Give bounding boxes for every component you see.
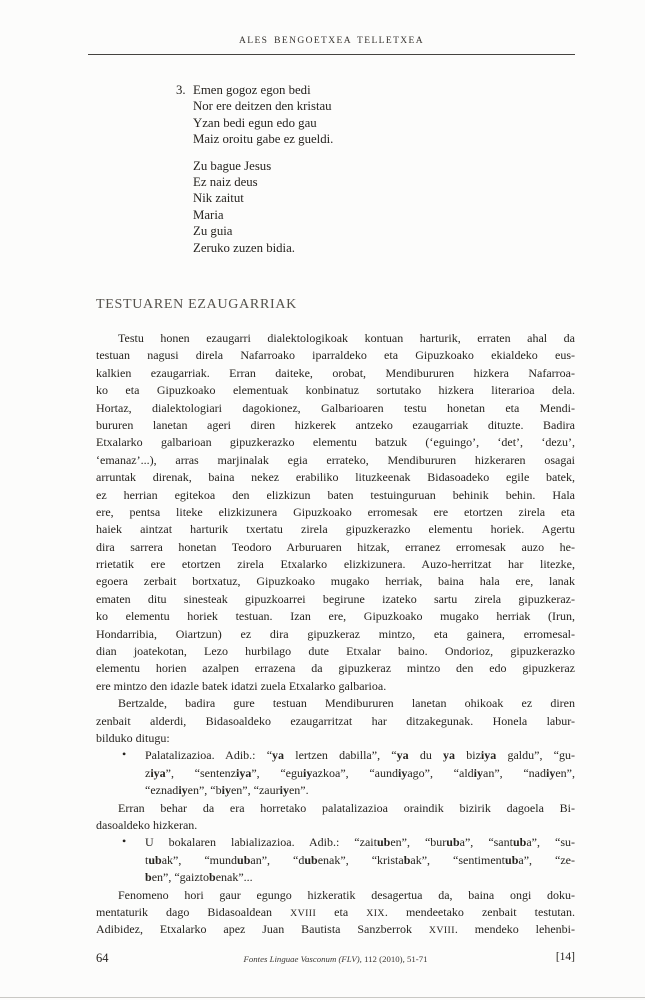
text-run: lertzen dabilla”, “	[284, 748, 397, 763]
text-run: en”.	[288, 783, 309, 798]
text-run: du	[408, 748, 444, 763]
text-run: enak”, “krista	[317, 852, 404, 867]
text-run: ago”, “ald	[407, 765, 474, 780]
text-run: U bokalaren labializazioa. Adib.: “zait	[145, 835, 377, 850]
bold-text: ya	[396, 748, 409, 763]
text-line	[96, 400, 575, 417]
text-run: rrietatik ere etortzen zirela Etxalarko elizkizunera. Auzo-herritzat har litezke,	[96, 557, 575, 572]
text-line	[96, 713, 575, 730]
bold-text: iy	[221, 783, 231, 798]
text-run: an”, “d	[250, 852, 305, 867]
text-run: elementu horien azalpen errazena da gipuzkeraz mintzo den edo gipuzkeraz	[96, 661, 575, 676]
bullet-item	[96, 747, 575, 799]
text-line	[96, 469, 575, 486]
text-line	[96, 573, 575, 590]
text-run: mentaturik dago Bidasoaldean	[96, 904, 291, 919]
text-run: ez herrian egitekoa den elizkizun baten testuinguruan behinik behin. Hala	[96, 487, 575, 502]
text-run: dian joatekotan, Lezo hurbilago dute Etxalar baino. Ondorioz, gipuzkerazko	[96, 644, 575, 659]
text-run: dasoaldeko hizkeran.	[96, 817, 198, 832]
poem-line: Zeruko zuzen bidia.	[193, 240, 295, 255]
text-run: Etxalarko galbarioan gipuzkerazko elementu batzuk (‘eguingo’, ‘det’, ‘dezu’,	[96, 435, 575, 450]
poem-line: Zu bague Jesus	[193, 158, 272, 173]
text-line	[145, 765, 575, 782]
text-run: haiek aintzat harturik txertatu zirela gipuzkerazko elementu horiek. Agertu	[96, 522, 575, 537]
text-run: azkoa”, “aund	[312, 765, 398, 780]
bold-text: iya	[150, 765, 166, 780]
bullet-marker: •	[122, 747, 127, 762]
bold-text: iy	[303, 765, 313, 780]
bracket-page-number: [14]	[555, 951, 575, 963]
text-run: biz	[455, 748, 481, 763]
text-run: bilduko ditugu:	[96, 730, 170, 745]
text-run: “eznad	[145, 783, 179, 798]
bold-text: ub	[237, 852, 251, 867]
text-line	[96, 660, 575, 677]
text-run: ko elementu horiek testuan. Izan ere, Gipuzkoako mugako herriak (Irun,	[96, 609, 575, 624]
text-line	[96, 730, 575, 747]
bullet-item	[96, 834, 575, 886]
text-run: kalkien ezaugarriak. Erran daiteke, orobat, Mendibururen hizkera Nafarroa-	[96, 365, 575, 380]
text-line	[96, 608, 575, 625]
text-run: Adibidez, Etxalarko apez Juan Bautista Sanzberrok	[96, 922, 429, 937]
bold-text: b	[209, 870, 216, 885]
bold-text: ub	[446, 835, 460, 850]
paragraph	[96, 887, 575, 939]
smallcaps-text: XVIII	[290, 907, 317, 919]
text-run: ak”, “mund	[161, 852, 238, 867]
text-line	[96, 556, 575, 573]
header-rule	[88, 54, 575, 55]
bold-text: ub	[148, 852, 162, 867]
poem-line: Ez naiz deus	[193, 175, 258, 190]
bold-text: iy	[178, 783, 188, 798]
text-run: zenbait alderdi, Bidasoaldeko ezaugarritzat har ditzakegunak. Honela labur-	[96, 713, 575, 728]
text-run: bururen lanetan ageri diren hizkerek antzeko ezaugarriak dituzte. Badira	[96, 417, 575, 432]
text-run: . mendeko lehenbi-	[454, 922, 575, 937]
text-line	[145, 747, 575, 764]
text-run: Palatalizazioa. Adib.: “	[145, 748, 273, 763]
bold-text: ub	[304, 852, 318, 867]
text-line	[96, 347, 575, 364]
paragraph	[96, 695, 575, 747]
text-line	[96, 452, 575, 469]
section-heading: TESTUAREN EZAUGARRIAK	[96, 297, 297, 312]
poem-line: Zu guia	[193, 224, 233, 239]
poem-stanza-2	[193, 158, 333, 256]
text-line	[145, 852, 575, 869]
bold-text: ub	[376, 835, 391, 850]
page-number: 64	[96, 951, 109, 965]
text-line	[96, 521, 575, 538]
poem-number: 3.	[176, 83, 186, 97]
bold-text: iy	[279, 783, 289, 798]
text-line	[96, 643, 575, 660]
text-run: ematen ditu sinesteak gipuzkoarrei begirune izateko sartu zirela gipuzkeraz-	[96, 591, 575, 606]
text-run: enak”...	[215, 870, 253, 885]
text-run: egoera zerbait bortxatuz, Gipuzkoako mugako herriak, baina hala ere, lanak	[96, 574, 575, 589]
text-line	[96, 365, 575, 382]
journal-title: Fontes Linguae Vasconum (FLV),	[243, 954, 362, 964]
text-line	[96, 887, 575, 904]
poem-line: Nik zaitut	[193, 191, 244, 206]
text-run: en”, “b	[187, 783, 222, 798]
text-run: Erran behar da era horretako palatalizazioa oraindik bizirik dagoela Bi-	[118, 800, 575, 815]
bold-text: iya	[236, 765, 252, 780]
text-run: z	[145, 765, 151, 780]
text-run: en”, “zaur	[230, 783, 280, 798]
poem-stanza-1	[193, 82, 333, 148]
text-run: ‘emanaz’...), arras marjinalak egia errateko, Mendibururen hizkeraren osagai	[96, 452, 575, 467]
text-run: en”, “gaizto	[151, 870, 209, 885]
page-bottom-edge	[0, 997, 645, 998]
text-run: t	[145, 852, 149, 867]
text-line	[96, 417, 575, 434]
text-line	[145, 782, 575, 799]
text-line	[96, 921, 575, 938]
text-run: ”, “sentenz	[165, 765, 236, 780]
poem-line: Maiz oroitu gabe ez gueldi.	[193, 132, 334, 147]
text-run: eta	[316, 904, 367, 919]
text-line	[145, 834, 575, 851]
text-line	[145, 869, 575, 886]
text-line	[96, 817, 575, 834]
poem	[176, 82, 334, 256]
bold-text: iya	[480, 748, 497, 763]
text-run: galdu”, “gu-	[496, 748, 575, 763]
text-line	[96, 678, 575, 695]
running-head: ALES BENGOETXEA TELLETXEA	[239, 36, 424, 46]
text-line	[96, 487, 575, 504]
text-run: a”, “sant	[459, 835, 513, 850]
text-line	[96, 539, 575, 556]
text-run: Testu honen ezaugarri dialektologikoak kontuan harturik, erraten ahal da	[118, 331, 575, 345]
journal-issue: 112 (2010), 51-71	[361, 954, 428, 964]
paragraph	[96, 800, 575, 835]
text-run: ko eta Gipuzkoako elementuak konbinatuz sortutako hizkera literarioa dela.	[96, 383, 575, 398]
poem-line: Nor ere deitzen den kristau	[193, 99, 332, 114]
text-run: . mendeetako zenbait testutan.	[384, 904, 575, 919]
body-blocks	[96, 330, 575, 939]
bold-text: b	[403, 852, 411, 867]
text-line	[96, 800, 575, 817]
text-line	[96, 330, 575, 347]
bold-text: ya	[272, 748, 285, 763]
bold-text: ub	[505, 852, 519, 867]
text-line	[96, 904, 575, 921]
bold-text: iy	[473, 765, 484, 780]
text-run: dira sarrera honetan Teodoro Arburuaren hitzak, erranez erromesak auzo he-	[96, 539, 575, 554]
bold-text: b	[145, 870, 152, 885]
text-line	[96, 382, 575, 399]
smallcaps-text: XVIII	[428, 925, 455, 937]
text-run: Hortaz, dialektologiari dagokionez, Galbarioaren testu honetan eta Mendi-	[96, 400, 575, 415]
bullet-marker: •	[122, 834, 127, 849]
text-run: Hondarribia, Oiartzun) ez dira gipuzkeraz mintzo, eta gainera, erromesal-	[96, 626, 575, 641]
text-run: en”,	[555, 765, 575, 780]
text-line	[96, 695, 575, 712]
text-run: testuan nagusi direla Nafarroako iparraldeko eta Gipuzkoako ekialdeko eus-	[96, 348, 575, 363]
text-run: ”, “egu	[251, 765, 304, 780]
poem-line: Emen gogoz egon bedi	[193, 83, 311, 97]
bold-text: iy	[546, 765, 556, 780]
smallcaps-text: XIX	[366, 907, 385, 919]
poem-line: Maria	[193, 207, 224, 222]
text-run: Fenomeno hori gaur egungo hizkeratik desagertua da, baina ongi doku-	[118, 887, 575, 902]
bold-text: ub	[512, 835, 527, 850]
poem-line: Yzan bedi egun edo gau	[193, 115, 317, 130]
text-line	[96, 626, 575, 643]
text-run: arruntak direnak, baina nekez erabiliko lituzkeenak Bidasoadeko egile batek,	[96, 470, 575, 485]
paragraph	[96, 330, 575, 695]
text-run: ere, pentsa liteke elizkizunera Gipuzkoako erromesak ere etortzen zirela eta	[96, 504, 575, 519]
text-run: a”, “su-	[526, 835, 575, 850]
text-run: an”, “nad	[483, 765, 547, 780]
text-run: Bertzalde, badira gure testuan Mendibururen lanetan ohikoak ez diren	[118, 696, 575, 711]
text-run: en”, “bur	[390, 835, 447, 850]
bold-text: ya	[443, 748, 456, 763]
text-line	[96, 504, 575, 521]
text-line	[96, 434, 575, 451]
text-run: a”, “ze-	[518, 852, 575, 867]
text-line	[96, 591, 575, 608]
text-run: ak”, “sentiment	[410, 852, 506, 867]
bold-text: iy	[398, 765, 408, 780]
text-run: ere mintzo den idazle batek idatzi zuela Etxalarko galbarioa.	[96, 678, 387, 693]
